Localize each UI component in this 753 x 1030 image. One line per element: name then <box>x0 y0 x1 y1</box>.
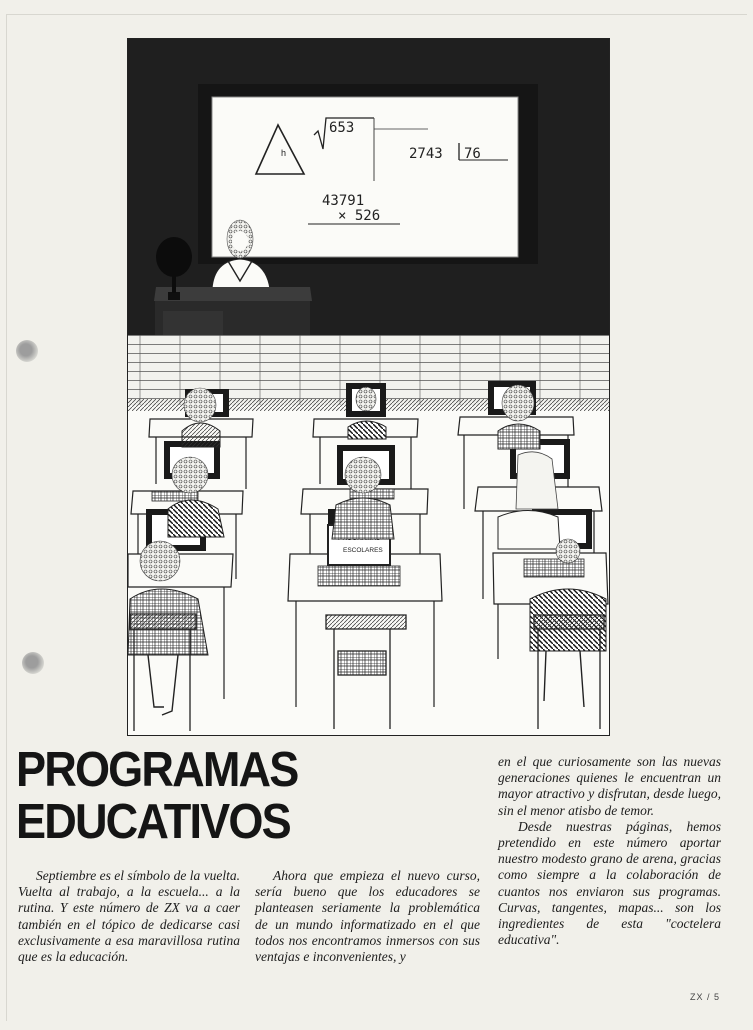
article-column-1 <box>18 868 240 965</box>
headline-line-1: PROGRAMAS <box>16 743 298 797</box>
page-folio: ZX / 5 <box>690 992 721 1002</box>
classroom-illustration <box>127 38 610 736</box>
article-column-3 <box>498 754 721 948</box>
column-1-text: Septiembre es el símbolo de la vuelta. Vuelta al trabajo, a la escuela... a la rutina. Y este número de ZX va a caer también en el tópico de dedicarse casi exclusivamente a esa maravillosa rutina que es la educación. <box>18 868 240 965</box>
multiplier: × 526 <box>338 208 381 224</box>
column-2-text: Ahora que empieza el nuevo curso, sería bueno que los educadores se planteasen seriamente la problemática de un mundo informatizado en el que todos nos encontramos inmersos con sus ventajas e inconvenientes, y <box>255 868 480 965</box>
binder-hole <box>22 652 44 674</box>
multiplicand: 43791 <box>322 193 365 209</box>
blackboard <box>212 97 518 257</box>
column-3-paragraph-1: en el que curiosamente son las nuevas generaciones quienes le encuentran un mayor atractivo y disfrutan, desde luego, sin el menor atisbo de temor. <box>498 754 721 818</box>
article-column-2 <box>255 868 480 965</box>
division-dividend: 2743 <box>409 146 443 162</box>
article-headline <box>16 744 297 848</box>
division-divisor: 76 <box>464 146 481 162</box>
column-3-paragraph-2: Desde nuestras páginas, hemos pretendido en este número aportar nuestro modesto grano de arena, gracias como siempre a la colaboración de cuantos nos enviaron sus programas. Curvas, tangentes, mapas... son los ingredientes de esta "coctelera educativa". <box>498 818 721 948</box>
root-value: 653 <box>329 120 355 136</box>
triangle-label: h <box>281 148 287 158</box>
monitor-screen-line-2: ESCOLARES <box>343 547 383 554</box>
headline-line-2: EDUCATIVOS <box>16 795 290 849</box>
binder-hole <box>16 340 38 362</box>
